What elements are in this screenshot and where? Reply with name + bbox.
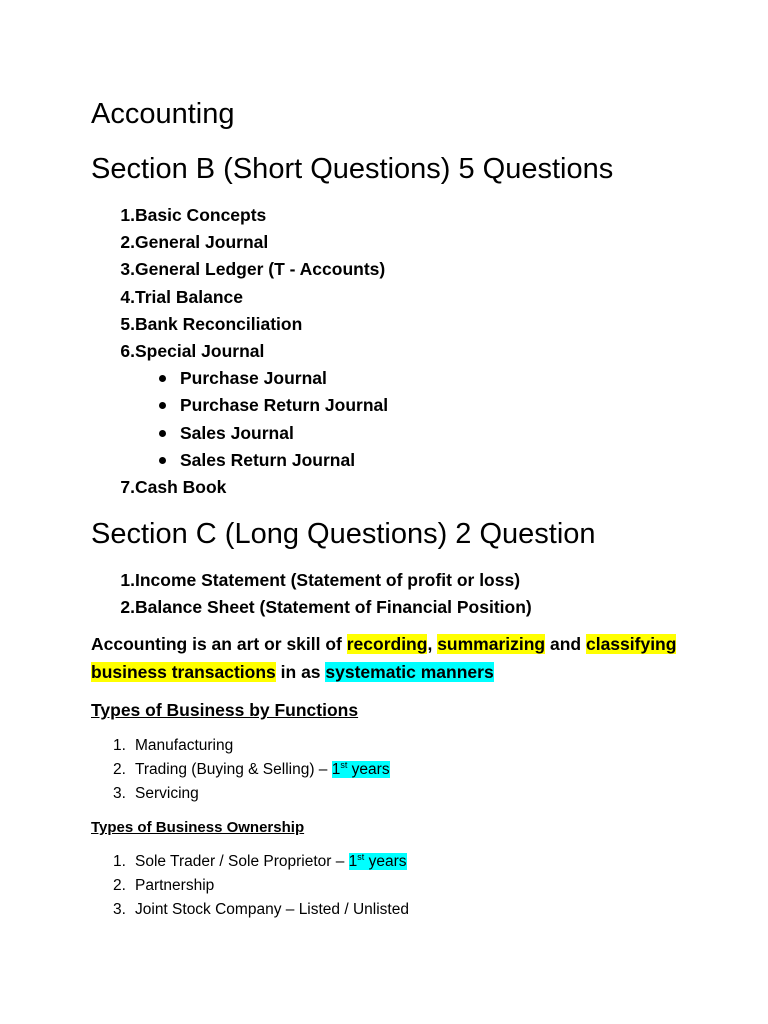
highlight-systematic: systematic manners: [325, 662, 494, 682]
bullet-icon: [159, 375, 166, 382]
document-title: Accounting: [91, 98, 235, 130]
list-item: 3. General Ledger (T - Accounts): [120, 259, 386, 280]
section-b-heading: Section B (Short Questions) 5 Questions: [91, 153, 614, 185]
list-item: 1. Income Statement (Statement of profit or loss): [120, 570, 521, 590]
business-ownership-heading: Types of Business Ownership: [91, 819, 305, 836]
list-item: 2. Balance Sheet (Statement of Financial Position): [120, 597, 532, 618]
highlight-classifying: classifying business transactions: [91, 634, 677, 682]
list-item: 7. Cash Book: [120, 477, 227, 497]
list-item: 1. Basic Concepts: [120, 205, 267, 225]
section-b-list: [91, 202, 386, 365]
bullet-icon: [159, 430, 166, 437]
list-item: 2. General Journal: [120, 232, 269, 253]
highlight-first-years: 1st years: [331, 760, 390, 778]
bullet-icon: [159, 402, 166, 409]
highlight-recording: recording: [346, 634, 428, 654]
business-functions-heading: Types of Business by Functions: [91, 700, 359, 720]
accounting-definition: Accounting is an art or skill of recording, summarizing and classifying business transactions in as systematic manners: [91, 634, 677, 682]
bullet-icon: [159, 457, 166, 464]
highlight-first-years: 1st years: [348, 852, 407, 870]
list-item: 5. Bank Reconciliation: [120, 313, 303, 334]
highlight-summarizing: summarizing: [437, 634, 546, 654]
section-c-heading: Section C (Long Questions) 2 Question: [91, 518, 596, 550]
section-c-list: [91, 567, 532, 621]
section-b-list-continued: [91, 474, 227, 501]
list-item: 4. Trial Balance: [120, 286, 243, 307]
list-item: 6. Special Journal: [120, 340, 265, 361]
